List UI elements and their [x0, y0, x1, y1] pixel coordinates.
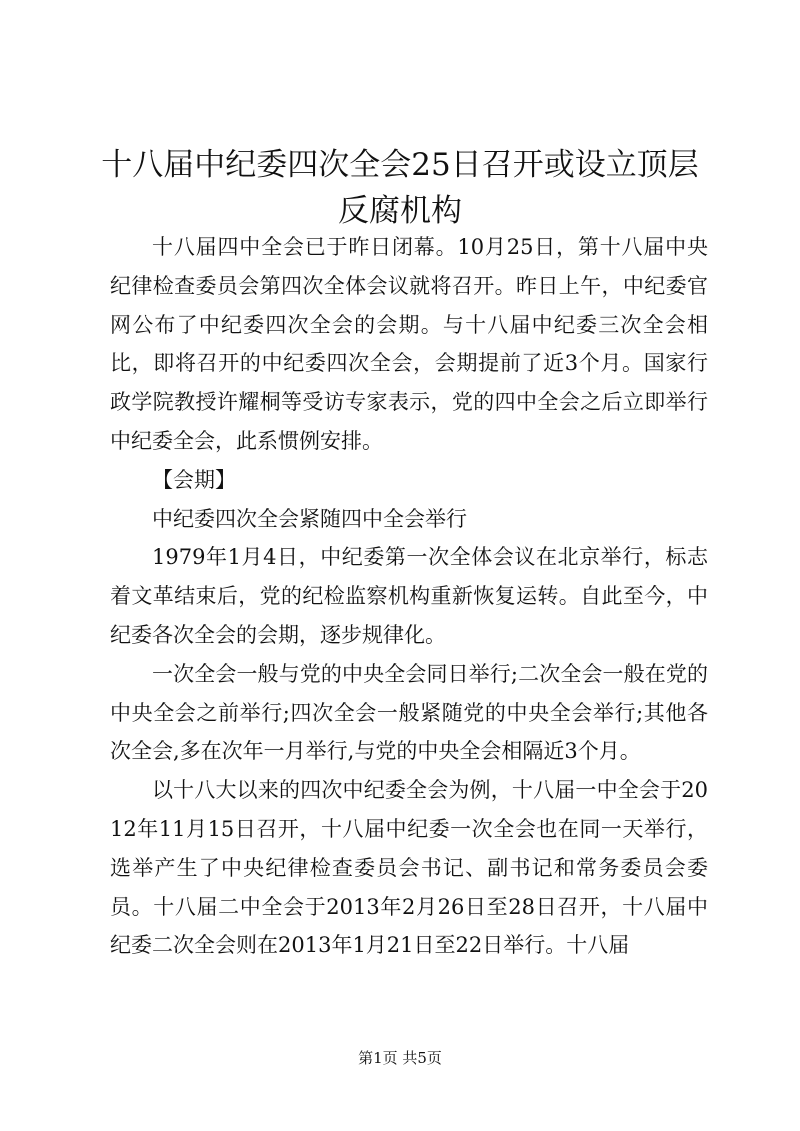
- document-body: [110, 228, 708, 965]
- paragraph-schedule-rules: 一次全会一般与党的中央全会同日举行;二次全会一般在党的中央全会之前举行;四次全会一般紧随党的中央全会举行;其他各次全会,多在次年一月举行,与党的中央全会相隔近3个月。: [110, 661, 708, 764]
- paragraph-examples: 以十八大以来的四次中纪委全会为例，十八届一中全会于2012年11月15日召开，十八届中纪委一次全会也在同一天举行，选举产生了中央纪律检查委员会书记、副书记和常务委员会委员。十八届二中全会于2013年2月26日至28日召开，十八届中纪委二次全会则在2013年1月21日至22日举行。十八届: [110, 778, 708, 958]
- section-heading: 【会期】: [152, 467, 236, 492]
- paragraph-history: 1979年1月4日，中纪委第一次全体会议在北京举行，标志着文革结束后，党的纪检监察机构重新恢复运转。自此至今，中纪委各次全会的会期，逐步规律化。: [110, 545, 708, 647]
- section-subheading: 中纪委四次全会紧随四中全会举行: [152, 506, 467, 531]
- title-line-1: 十八届中纪委四次全会25日召开或设立顶层: [101, 147, 699, 183]
- paragraph-intro: 十八届四中全会已于昨日闭幕。10月25日，第十八届中央纪律检查委员会第四次全体会议就将召开。昨日上午，中纪委官网公布了中纪委四次全会的会期。与十八届中纪委三次全会相比，即将召开的中纪委四次全会，会期提前了近3个月。国家行政学院教授许耀桐等受访专家表示，党的四中全会之后立即举行中纪委全会，此系惯例安排。: [110, 235, 708, 453]
- page-footer: 第1页 共5页: [358, 1049, 442, 1067]
- document-title: [100, 142, 700, 234]
- title-line-2: 反腐机构: [338, 193, 462, 229]
